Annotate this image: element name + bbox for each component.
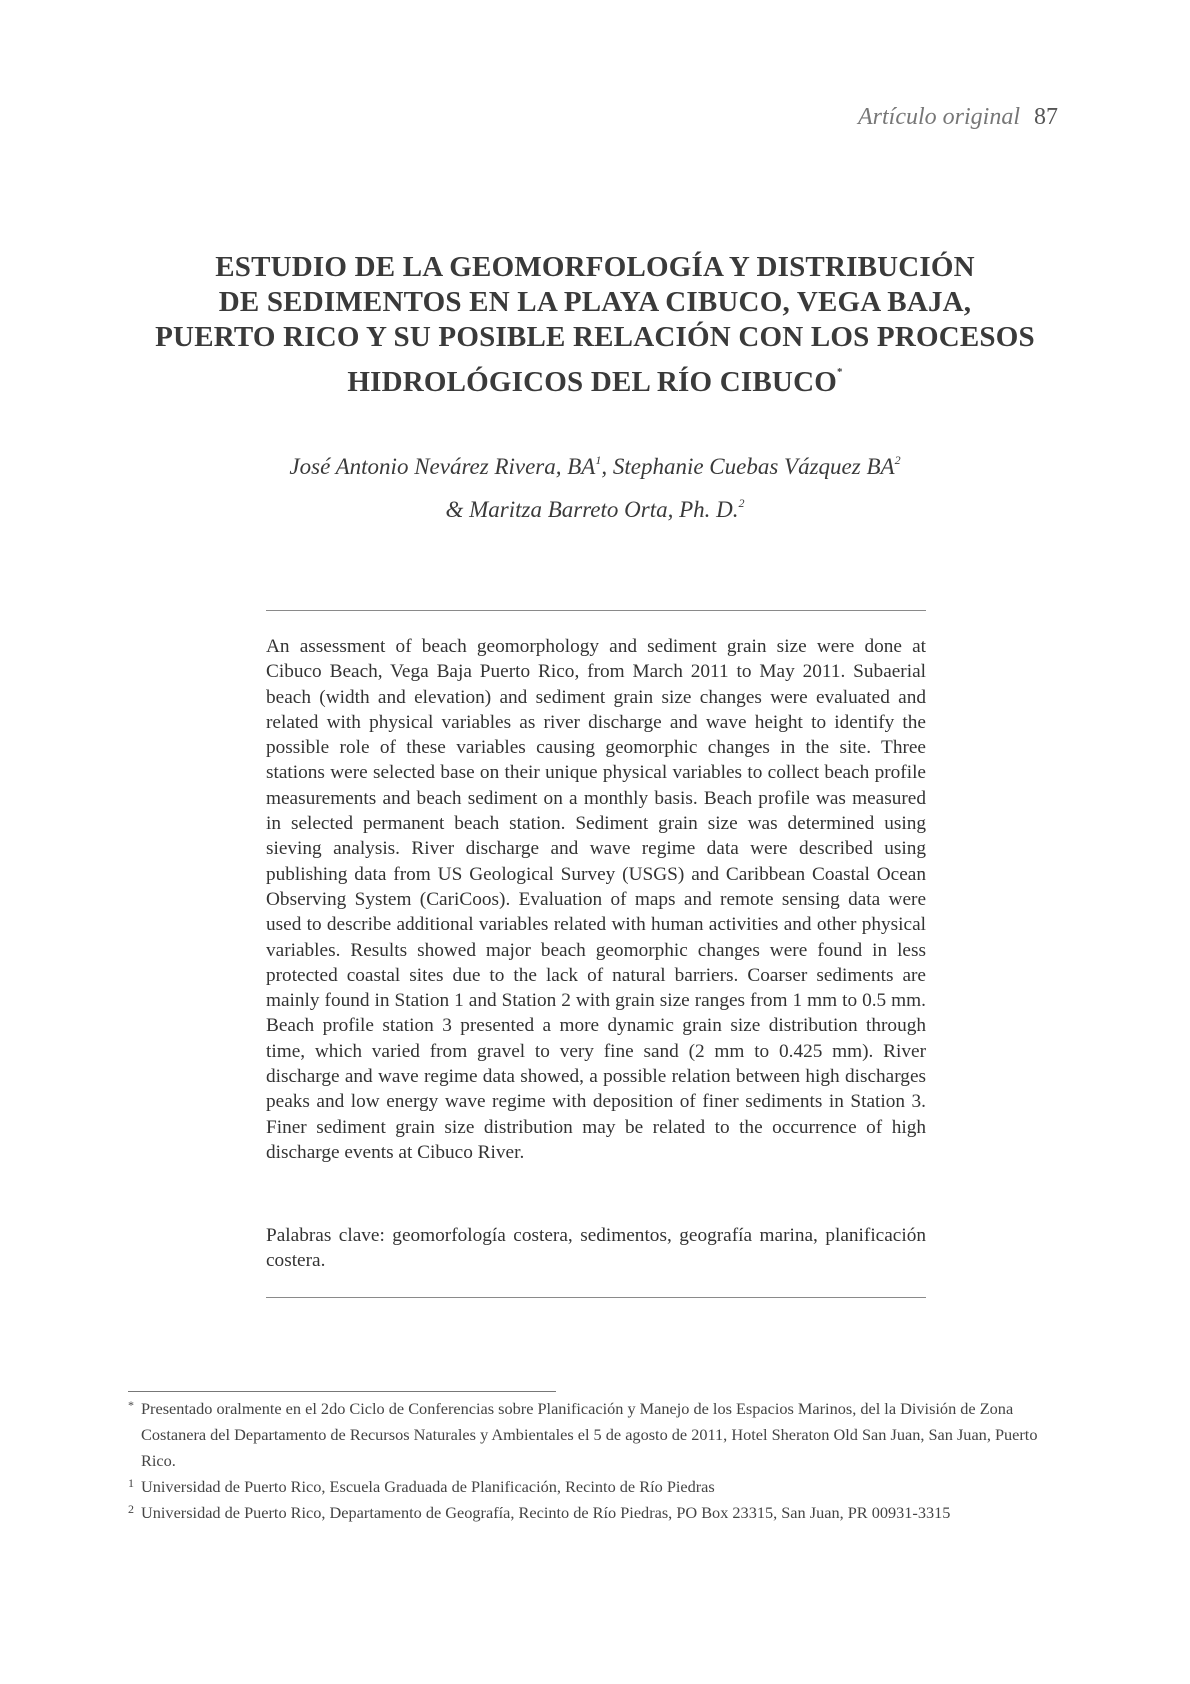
article-title (120, 250, 1070, 400)
footnote (128, 1474, 1068, 1500)
author-1-name: José Antonio Nevárez Rivera, BA (289, 454, 596, 479)
footnote-mark: 1 (128, 1476, 134, 1490)
author-2-name: , Stephanie Cuebas Vázquez BA (601, 454, 895, 479)
footnotes (128, 1396, 1068, 1526)
author-line-1 (120, 442, 1070, 485)
page-number: 87 (1034, 104, 1058, 130)
footnote-mark: 2 (128, 1502, 134, 1516)
footnote-divider (128, 1391, 556, 1392)
footnote-text: Universidad de Puerto Rico, Escuela Graduada de Planificación, Recinto de Río Piedras (141, 1477, 715, 1496)
title-line-text: HIDROLÓGICOS DEL RÍO CIBUCO (347, 366, 837, 398)
title-line: DE SEDIMENTOS EN LA PLAYA CIBUCO, VEGA BAJA, (218, 286, 972, 318)
author-2-affiliation-mark: 2 (894, 453, 901, 467)
abstract-text: An assessment of beach geomorphology and sediment grain size were done at Cibuco Beach, Vega Baja Puerto Rico, from March 2011 to May 2011. Subaerial beach (width and elevation) and sediment grain size changes were evaluated and related with physical variables as river discharge and wave height to identify the possible role of these variables causing geomorphic changes in the site. Three stations were selected base on their unique physical variables to collect beach profile measurements and beach sediment on a monthly basis. Beach profile was measured in selected permanent beach station. Sediment grain size was determined using sieving analysis. River discharge and wave regime data were described using publishing data from US Geological Survey (USGS) and Caribbean Coastal Ocean Observing System (CariCoos). Evaluation of maps and remote sensing data were used to describe additional variables related with human activities and other physical variables. Results showed major beach geomorphic changes were found in less protected coastal sites due to the lack of natural barriers. Coarser sediments are mainly found in Station 1 and Station 2 with grain size ranges from 1 mm to 0.5 mm. Beach profile station 3 presented a more dynamic grain size distribution through time, which varied from gravel to very fine sand (2 mm to 0.425 mm). River discharge and wave regime data showed, a possible relation between high discharges peaks and low energy wave regime with deposition of finer sediments in Station 3. Finer sediment grain size distribution may be related to the occurrence of high discharge events at Cibuco River. (266, 636, 926, 1163)
title-line: ESTUDIO DE LA GEOMORFOLOGÍA Y DISTRIBUCIÓN (215, 251, 975, 283)
footnote-text: Presentado oralmente en el 2do Ciclo de Conferencias sobre Planificación y Manejo de los Espacios Marinos, del la División de Zona Costanera del Departamento de Recursos Naturales y Ambientales el 5 de agosto de 2011, Hotel Sheraton Old San Juan, San Juan, Puerto Rico. (141, 1399, 1038, 1470)
author-3-name: & Maritza Barreto Orta, Ph. D. (445, 497, 739, 522)
section-label: Artículo original (858, 104, 1020, 130)
author-line-2 (120, 485, 1070, 528)
footnote (128, 1500, 1068, 1526)
footnote-mark: * (128, 1398, 134, 1412)
author-list (120, 442, 1070, 528)
author-3-affiliation-mark: 2 (738, 496, 745, 510)
abstract-top-divider (266, 610, 926, 611)
title-line: PUERTO RICO Y SU POSIBLE RELACIÓN CON LOS PROCESOS (155, 321, 1035, 353)
abstract-bottom-divider (266, 1297, 926, 1298)
footnote-text: Universidad de Puerto Rico, Departamento de Geografía, Recinto de Río Piedras, PO Box 23315, San Juan, PR 00931-3315 (141, 1503, 951, 1522)
keywords: Palabras clave: geomorfología costera, sedimentos, geografía marina, planificación costera. (266, 1225, 926, 1272)
title-line-last (120, 355, 1070, 400)
author-1-affiliation-mark: 1 (595, 453, 602, 467)
footnote (128, 1396, 1068, 1474)
title-footnote-mark: * (836, 366, 843, 378)
running-header (858, 104, 1058, 131)
